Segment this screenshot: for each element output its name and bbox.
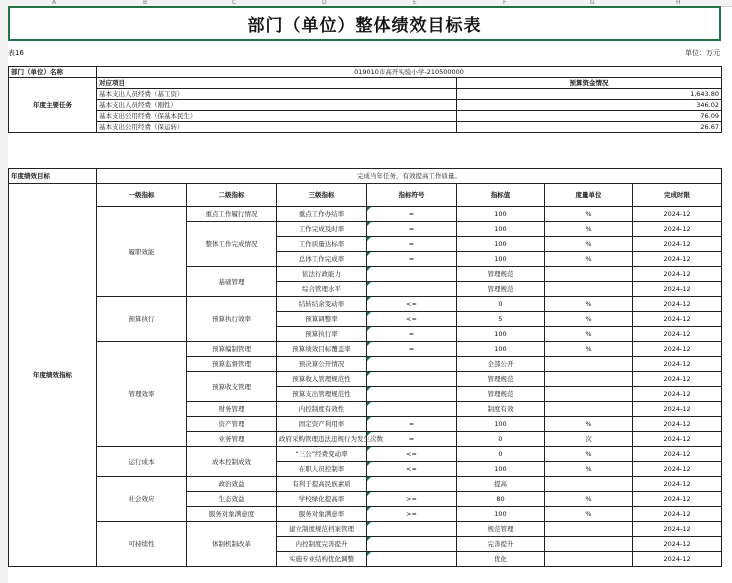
value-cell[interactable]: 规范管理 [457,522,545,537]
level3-cell[interactable]: 服务对象满意率 [277,507,367,522]
value-cell[interactable]: 80 [457,492,545,507]
level3-cell[interactable]: 综合管理水平 [277,282,367,297]
level3-cell[interactable]: 建立制度规范档案管理 [277,522,367,537]
col-g[interactable]: G [590,0,595,6]
task-amount[interactable]: 346.02 [457,100,722,111]
unit-cell[interactable]: % [545,207,633,222]
deadline-cell[interactable]: 2024-12 [633,447,722,462]
unit-cell[interactable] [545,372,633,387]
deadline-cell[interactable]: 2024-12 [633,507,722,522]
level2-cell[interactable]: 整体工作完成情况 [187,222,277,267]
symbol-cell[interactable] [367,372,457,387]
level2-cell[interactable]: 服务对象满意度 [187,507,277,522]
symbol-cell[interactable] [367,267,457,282]
header-cell[interactable]: 完成时限 [633,184,722,207]
task-amount[interactable]: 1,643.80 [457,89,722,100]
value-cell[interactable]: 全部公开 [457,357,545,372]
col-d[interactable]: D [322,0,327,6]
col-e[interactable]: E [413,0,417,6]
level1-cell[interactable]: 可持续性 [97,522,187,567]
unit-cell[interactable] [545,282,633,297]
deadline-cell[interactable]: 2024-12 [633,417,722,432]
level2-cell[interactable]: 体制机制改革 [187,522,277,567]
value-cell[interactable]: 提高 [457,477,545,492]
deadline-cell[interactable]: 2024-12 [633,432,722,447]
deadline-cell[interactable]: 2024-12 [633,492,722,507]
unit-cell[interactable] [545,387,633,402]
value-cell[interactable]: 管理规范 [457,282,545,297]
unit-cell[interactable] [545,402,633,417]
value-cell[interactable]: 100 [457,222,545,237]
deadline-cell[interactable]: 2024-12 [633,402,722,417]
symbol-cell[interactable]: <= [367,447,457,462]
value-cell[interactable]: 管理规范 [457,387,545,402]
value-cell[interactable]: 制度有效 [457,402,545,417]
unit-cell[interactable]: % [545,417,633,432]
level3-cell[interactable]: 内控制度有效性 [277,402,367,417]
level2-cell[interactable]: 资产管理 [187,417,277,432]
symbol-cell[interactable] [367,357,457,372]
header-cell[interactable]: 指标符号 [367,184,457,207]
task-header-item[interactable]: 对应项目 [97,78,457,89]
value-cell[interactable]: 0 [457,447,545,462]
level3-cell[interactable]: 预算调整率 [277,312,367,327]
header-cell[interactable]: 度量单位 [545,184,633,207]
level1-cell[interactable]: 运行成本 [97,447,187,477]
table-row [9,342,722,357]
level3-cell[interactable]: 内控制度完善提升 [277,537,367,552]
value-cell[interactable]: 100 [457,327,545,342]
value-cell[interactable]: 100 [457,342,545,357]
symbol-cell[interactable] [367,537,457,552]
level2-cell[interactable]: 预算监督管理 [187,357,277,372]
unit-cell[interactable]: % [545,252,633,267]
deadline-cell[interactable]: 2024-12 [633,477,722,492]
level2-cell[interactable]: 政治效益 [187,477,277,492]
indicator-label[interactable]: 年度绩效指标 [9,184,97,567]
symbol-cell[interactable]: = [367,222,457,237]
unit-cell[interactable]: % [545,222,633,237]
level2-cell[interactable]: 基础管理 [187,267,277,297]
symbol-cell[interactable]: = [367,327,457,342]
header-cell[interactable]: 一级指标 [97,184,187,207]
task-label[interactable]: 年度主要任务 [9,78,97,133]
symbol-cell[interactable]: = [367,417,457,432]
value-cell[interactable]: 完善提升 [457,537,545,552]
deadline-cell[interactable]: 2024-12 [633,372,722,387]
level3-cell[interactable]: 工作质量达标率 [277,237,367,252]
task-amount[interactable]: 26.67 [457,122,722,133]
unit-cell[interactable]: % [545,462,633,477]
symbol-cell[interactable]: = [367,342,457,357]
unit-cell[interactable]: % [545,492,633,507]
table-row [9,207,722,222]
col-a[interactable]: A [52,0,57,6]
row-header-strip [0,6,8,583]
symbol-cell[interactable] [367,387,457,402]
task-amount[interactable]: 76.09 [457,111,722,122]
level1-cell[interactable]: 社会效应 [97,477,187,522]
unit-cell[interactable]: % [545,447,633,462]
dept-value[interactable]: 019010市高开实验小学-210500000 [97,67,722,78]
level3-cell[interactable]: 预算支出管理规范性 [277,387,367,402]
level2-cell[interactable]: 财务管理 [187,402,277,417]
value-cell[interactable]: 管理规范 [457,267,545,282]
symbol-cell[interactable]: >= [367,507,457,522]
value-cell[interactable]: 100 [457,507,545,522]
level2-cell[interactable]: 预算执行效率 [187,297,277,342]
value-cell[interactable]: 优化 [457,552,545,567]
symbol-cell[interactable]: = [367,237,457,252]
unit-cell[interactable] [545,477,633,492]
symbol-cell[interactable] [367,552,457,567]
value-cell[interactable]: 100 [457,417,545,432]
level3-cell[interactable]: 政府采购管理违法违规行为发生次数 [277,432,367,447]
col-c[interactable]: C [232,0,237,6]
value-cell[interactable]: 100 [457,207,545,222]
unit-cell[interactable] [545,522,633,537]
deadline-cell[interactable]: 2024-12 [633,312,722,327]
level1-cell[interactable]: 管理效率 [97,342,187,447]
level2-cell[interactable]: 业务管理 [187,432,277,447]
deadline-cell[interactable]: 2024-12 [633,387,722,402]
task-name[interactable]: 基本支出公用经费（保运转） [97,122,457,133]
level1-cell[interactable]: 预算执行 [97,297,187,342]
unit-cell[interactable]: % [545,312,633,327]
level2-cell[interactable]: 重点工作履行情况 [187,207,277,222]
symbol-cell[interactable]: <= [367,312,457,327]
symbol-cell[interactable]: <= [367,462,457,477]
summary-table [8,66,722,133]
level3-cell[interactable]: 预算收入管理规范性 [277,372,367,387]
deadline-cell[interactable]: 2024-12 [633,297,722,312]
unit-cell[interactable]: % [545,342,633,357]
deadline-cell[interactable]: 2024-12 [633,522,722,537]
symbol-cell[interactable] [367,477,457,492]
unit-cell[interactable] [545,552,633,567]
deadline-cell[interactable]: 2024-12 [633,207,722,222]
table-row [9,297,722,312]
level3-cell[interactable]: 总体工作完成率 [277,252,367,267]
header-cell[interactable]: 三级指标 [277,184,367,207]
level3-cell[interactable]: 在职人员控制率 [277,462,367,477]
task-name[interactable]: 基本支出公用经费（保基本民生） [97,111,457,122]
unit-cell[interactable]: % [545,237,633,252]
task-header-budget[interactable]: 预算资金情况 [457,78,722,89]
goal-value[interactable]: 完成当年任务，有效提高工作质量。 [97,169,722,184]
value-cell[interactable]: 100 [457,237,545,252]
symbol-cell[interactable] [367,282,457,297]
level3-cell[interactable]: 预算绩效目标覆盖率 [277,342,367,357]
col-f[interactable]: F [503,0,507,6]
unit-cell[interactable] [545,267,633,282]
level3-cell[interactable]: “三公”经费变动率 [277,447,367,462]
unit-cell[interactable] [545,357,633,372]
level2-cell[interactable]: 生态效益 [187,492,277,507]
col-b[interactable]: B [143,0,148,6]
level1-cell[interactable]: 履职效能 [97,207,187,297]
symbol-cell[interactable]: = [367,207,457,222]
symbol-cell[interactable]: = [367,432,457,447]
task-name[interactable]: 基本支出人员经费（刚性） [97,100,457,111]
level3-cell[interactable]: 实施专业结构优化调整 [277,552,367,567]
indicator-table [8,168,722,567]
task-name[interactable]: 基本支出人员经费（基工资） [97,89,457,100]
unit-cell[interactable]: 次 [545,432,633,447]
level3-cell[interactable]: 固定资产利用率 [277,417,367,432]
deadline-cell[interactable]: 2024-12 [633,552,722,567]
deadline-cell[interactable]: 2024-12 [633,282,722,297]
goal-label[interactable]: 年度绩效目标 [9,169,97,184]
symbol-cell[interactable]: <= [367,297,457,312]
selected-title-cell[interactable] [8,6,721,41]
unit-cell[interactable]: % [545,507,633,522]
deadline-cell[interactable]: 2024-12 [633,252,722,267]
value-cell[interactable]: 0 [457,432,545,447]
deadline-cell[interactable]: 2024-12 [633,537,722,552]
col-h[interactable]: H [676,0,681,6]
value-cell[interactable]: 5 [457,312,545,327]
value-cell[interactable]: 0 [457,297,545,312]
unit-cell[interactable]: % [545,297,633,312]
table-row [9,447,722,462]
level2-cell[interactable]: 预算收支管理 [187,372,277,402]
header-cell[interactable]: 二级指标 [187,184,277,207]
header-cell[interactable]: 指标值 [457,184,545,207]
level3-cell[interactable]: 依法行政能力 [277,267,367,282]
table-row [9,477,722,492]
table-number: 表16 [8,49,24,57]
value-cell[interactable]: 100 [457,462,545,477]
unit-cell[interactable] [545,537,633,552]
deadline-cell[interactable]: 2024-12 [633,237,722,252]
value-cell[interactable]: 管理规范 [457,372,545,387]
level3-cell[interactable]: 预算执行率 [277,327,367,342]
unit-label: 单位：万元 [685,49,720,57]
symbol-cell[interactable]: = [367,252,457,267]
dept-label[interactable]: 部门（单位）名称 [9,67,97,78]
level3-cell[interactable]: 工作完成及时率 [277,222,367,237]
symbol-cell[interactable] [367,522,457,537]
value-cell[interactable]: 100 [457,252,545,267]
page-title: 部门（单位）整体绩效目标表 [247,16,482,36]
level2-cell[interactable]: 预算编制管理 [187,342,277,357]
table-row [9,522,722,537]
level3-cell[interactable]: 重点工作办结率 [277,207,367,222]
deadline-cell[interactable]: 2024-12 [633,462,722,477]
deadline-cell[interactable]: 2024-12 [633,267,722,282]
symbol-cell[interactable] [367,402,457,417]
level3-cell[interactable]: 结转结余变动率 [277,297,367,312]
deadline-cell[interactable]: 2024-12 [633,357,722,372]
deadline-cell[interactable]: 2024-12 [633,222,722,237]
symbol-cell[interactable]: >= [367,492,457,507]
unit-cell[interactable]: % [545,327,633,342]
level3-cell[interactable]: 学校绿化提高率 [277,492,367,507]
level2-cell[interactable]: 成本控制成效 [187,447,277,477]
level3-cell[interactable]: 预决算公开情况 [277,357,367,372]
level3-cell[interactable]: 有利于提高民族素质 [277,477,367,492]
deadline-cell[interactable]: 2024-12 [633,342,722,357]
deadline-cell[interactable]: 2024-12 [633,327,722,342]
